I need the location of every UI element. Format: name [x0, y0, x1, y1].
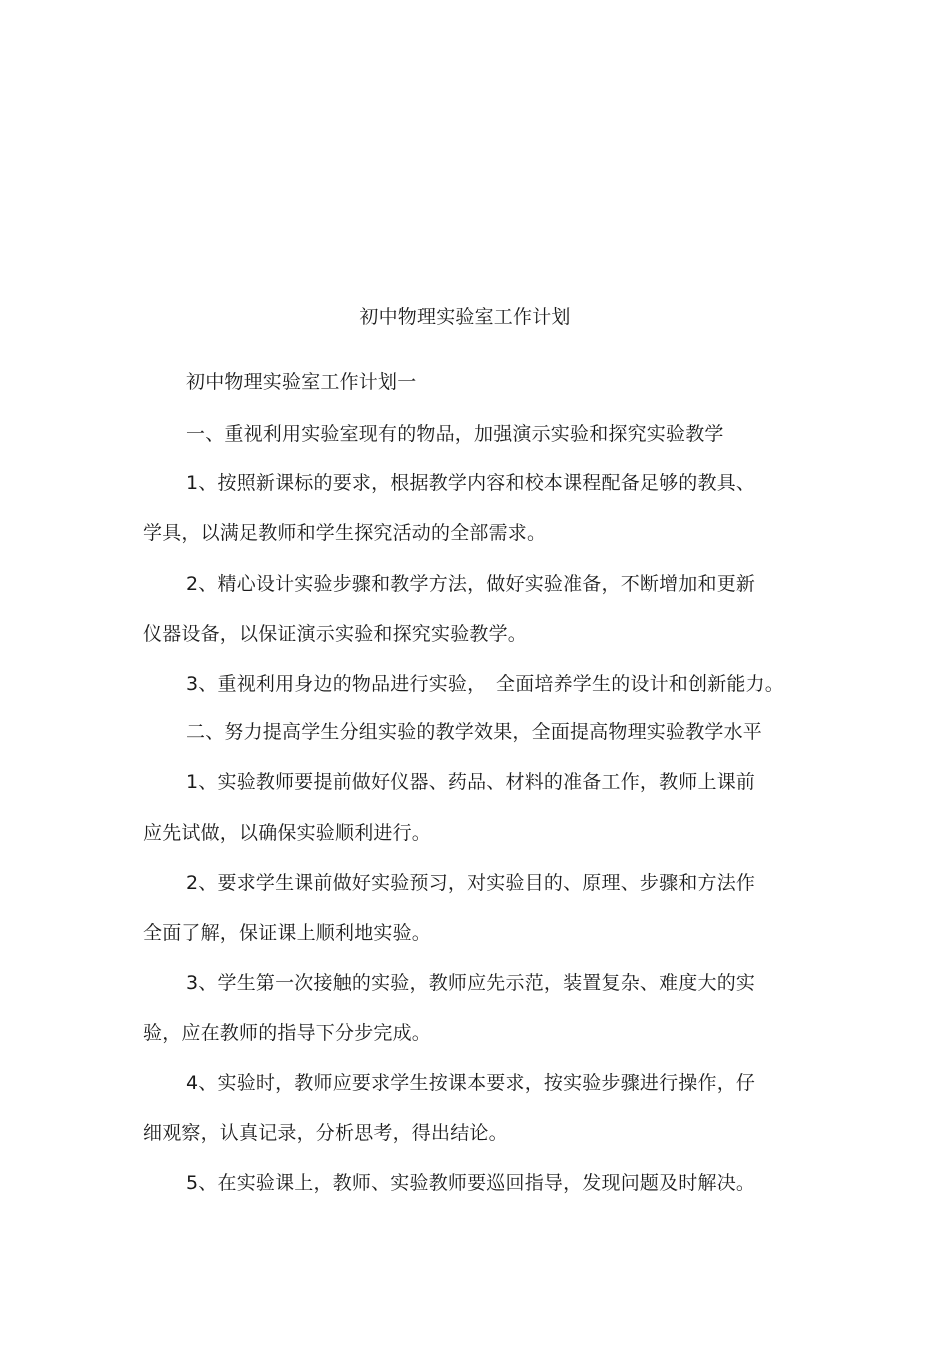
paragraph-line: 1、实验教师要提前做好仪器、药品、材料的准备工作，教师上课前 — [186, 771, 756, 793]
paragraph-line: 细观察，认真记录，分析思考，得出结论。 — [143, 1122, 508, 1144]
paragraph-line: 2、精心设计实验步骤和教学方法，做好实验准备，不断增加和更新 — [186, 573, 756, 595]
paragraph-line: 全面了解，保证课上顺利地实验。 — [143, 922, 432, 944]
section-heading-1: 一、重视利用实验室现有的物品，加强演示实验和探究实验教学 — [186, 423, 724, 445]
paragraph-line: 应先试做，以确保实验顺利进行。 — [143, 822, 432, 844]
paragraph-line: 2、要求学生课前做好实验预习，对实验目的、原理、步骤和方法作 — [186, 872, 756, 894]
paragraph-line: 验，应在教师的指导下分步完成。 — [143, 1022, 432, 1044]
document-title: 初中物理实验室工作计划 — [359, 306, 571, 328]
paragraph-line: 1、按照新课标的要求，根据教学内容和校本课程配备足够的教具、 — [186, 472, 756, 494]
section-heading-2: 二、努力提高学生分组实验的教学效果，全面提高物理实验教学水平 — [186, 721, 763, 743]
document-subtitle: 初中物理实验室工作计划一 — [186, 371, 417, 393]
paragraph-line: 5、在实验课上，教师、实验教师要巡回指导，发现问题及时解决。 — [186, 1172, 756, 1194]
paragraph-line: 仪器设备，以保证演示实验和探究实验教学。 — [143, 623, 528, 645]
paragraph-line: 3、重视利用身边的物品进行实验， 全面培养学生的设计和创新能力。 — [186, 673, 784, 695]
paragraph-line: 4、实验时，教师应要求学生按课本要求，按实验步骤进行操作，仔 — [186, 1072, 756, 1094]
paragraph-line: 学具，以满足教师和学生探究活动的全部需求。 — [143, 522, 547, 544]
paragraph-line: 3、学生第一次接触的实验，教师应先示范，装置复杂、难度大的实 — [186, 972, 756, 994]
